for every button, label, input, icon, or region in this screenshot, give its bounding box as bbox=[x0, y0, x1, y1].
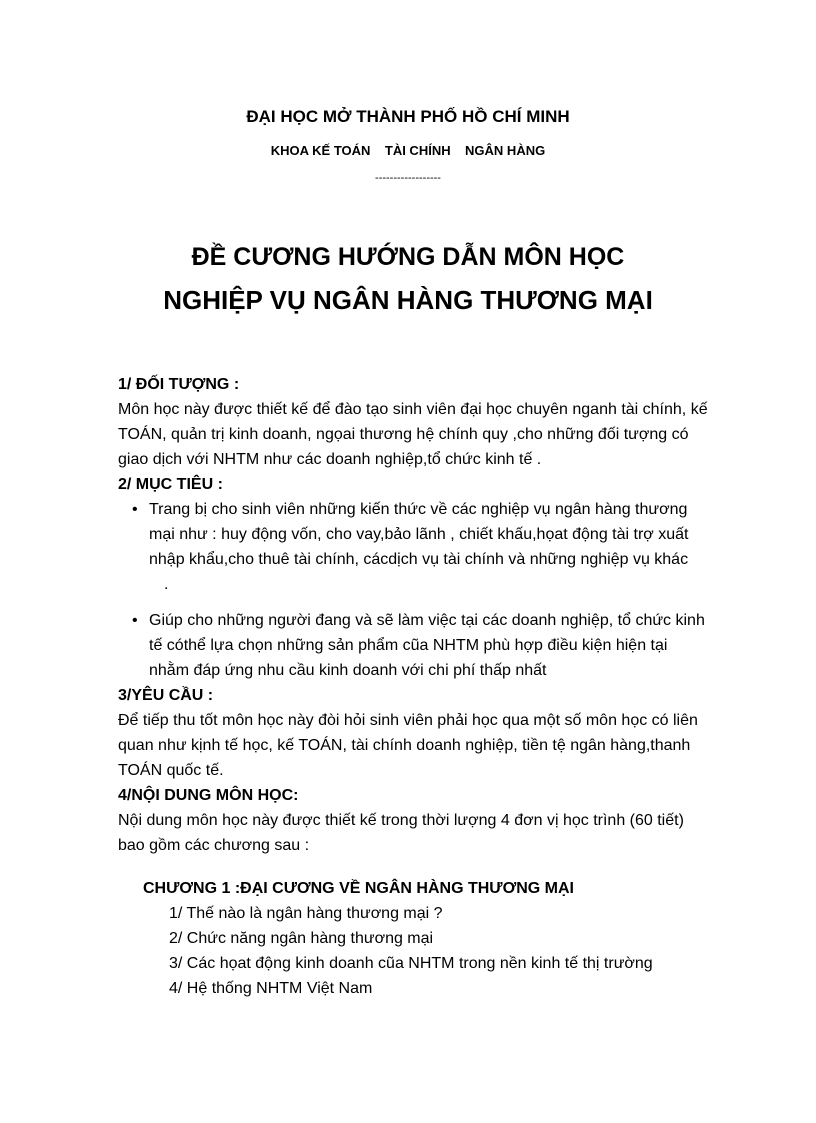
section-heading-target: 1/ ĐỐI TƯỢNG : bbox=[118, 376, 240, 393]
document-title-line-1: ĐỀ CƯƠNG HƯỚNG DẪN MÔN HỌC bbox=[191, 243, 625, 271]
section-text-content: Nội dung môn học này được thiết kế trong thời lượng 4 đơn vị học trình (60 tiết) bao gồm các chương sau : bbox=[118, 812, 684, 854]
university-name: ĐẠI HỌC MỞ THÀNH PHỐ HỒ CHÍ MINH bbox=[246, 107, 570, 126]
list-item: 2/ Chức năng ngân hàng thương mại bbox=[169, 930, 434, 947]
section-heading-content: 4/NỘI DUNG MÔN HỌC: bbox=[118, 787, 299, 804]
list-item: 4/ Hệ thống NHTM Việt Nam bbox=[169, 980, 373, 997]
list-item: 1/ Thế nào là ngân hàng thương mại ? bbox=[169, 905, 443, 922]
section-heading-objectives: 2/ MỤC TIÊU : bbox=[118, 476, 223, 493]
header-divider: ------------------ bbox=[375, 172, 441, 184]
list-item: 3/ Các họat động kinh doanh cũa NHTM trong nền kinh tế thị trường bbox=[169, 955, 653, 972]
objectives-list bbox=[118, 497, 708, 572]
stray-period: . bbox=[164, 576, 169, 593]
section-heading-requirements: 3/YÊU CẦU : bbox=[118, 687, 214, 704]
section-text-target: Môn học này được thiết kế để đào tạo sinh viên đại học chuyên nganh tài chính, kế TOÁN, quản trị kinh doanh, ngọai thương hệ chính quy ,cho những đối tượng có giao dịch với NHTM như các doanh nghiệp,tổ chức kinh tế . bbox=[118, 401, 708, 468]
faculty-name: KHOA KẾ TOÁN TÀI CHÍNH NGÂN HÀNG bbox=[270, 143, 546, 158]
document-body bbox=[118, 372, 708, 858]
chapter-items bbox=[143, 901, 723, 1001]
list-item: • Trang bị cho sinh viên những kiến thức về các nghiệp vụ ngân hàng thương mại như : huy động vốn, cho vay,bảo lãnh , chiết khấu,họat động tài trợ xuất nhập khẩu,cho thuê tài chính, cácdịch vụ tài chính và những nghiệp vụ khác bbox=[118, 497, 708, 572]
section-text-requirements: Để tiếp thu tốt môn học này đòi hỏi sinh viên phải học qua một số môn học có liên quan như kịnh tế học, kế TOÁN, tài chính doanh nghiệp, tiền tệ ngân hàng,thanh TOÁN quốc tế. bbox=[118, 712, 698, 779]
chapter-title: CHƯƠNG 1 :ĐẠI CƯƠNG VỀ NGÂN HÀNG THƯƠNG MẠI bbox=[143, 880, 574, 897]
chapter-1 bbox=[143, 876, 723, 1001]
document-title-line-2: NGHIỆP VỤ NGÂN HÀNG THƯƠNG MẠI bbox=[163, 285, 653, 315]
list-item: • Giúp cho những người đang và sẽ làm việc tại các doanh nghiệp, tổ chức kinh tế cóthể lựa chọn những sản phẩm cũa NHTM phù hợp điều kiện hiện tại nhằm đáp ứng nhu cầu kinh doanh với chi phí thấp nhất bbox=[118, 608, 708, 683]
objectives-list-2 bbox=[118, 608, 708, 683]
